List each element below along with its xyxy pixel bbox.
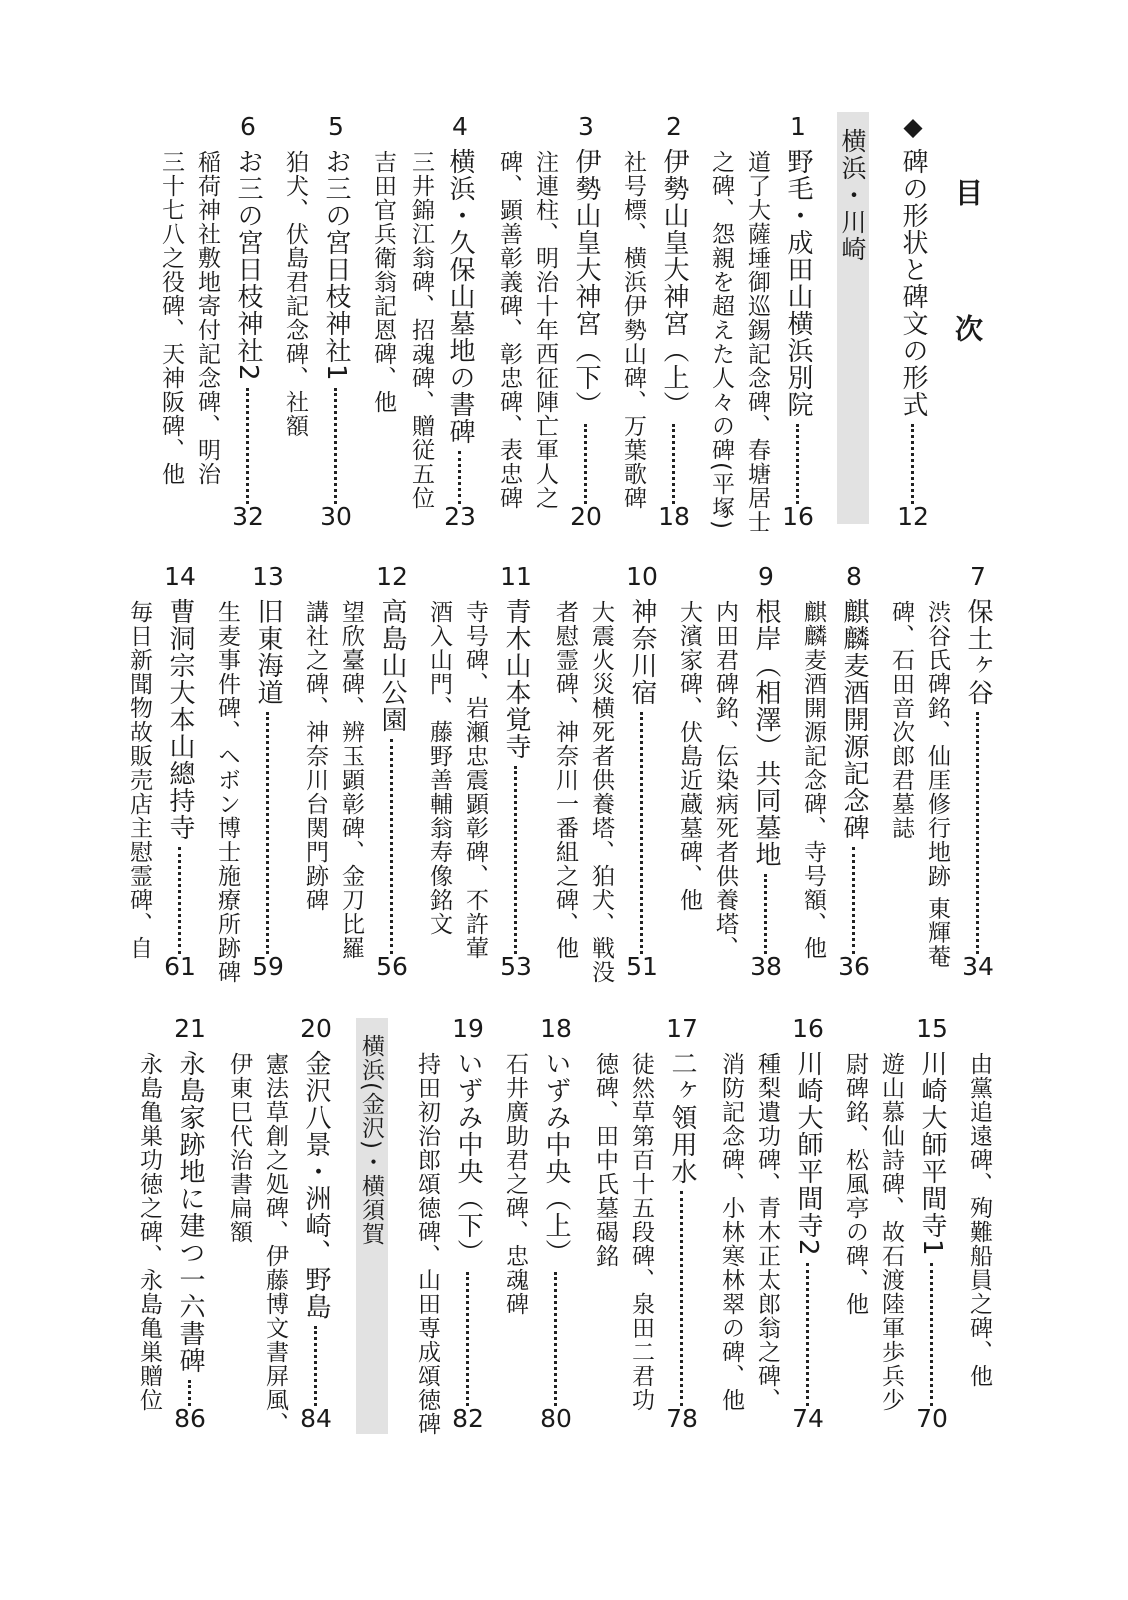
entry-20-detail-2: 伊東巳代治書扁額 <box>226 1052 252 1244</box>
entry-6-detail-2: 三十七八之役碑、天神阪碑、他 <box>158 150 184 486</box>
leader-dots <box>764 874 767 954</box>
entry-17-detail-2: 徳碑、田中氏墓碣銘 <box>592 1052 618 1268</box>
entry-title: お三の宮日枝神社2 <box>233 148 263 382</box>
entry-title: 曹洞宗大本山總持寺 <box>165 598 195 841</box>
toc-entry-1[interactable] <box>778 112 818 532</box>
leader-dots <box>672 424 675 504</box>
toc-intro-title: 碑の形状と碑文の形式 <box>898 148 928 418</box>
leader-dots <box>976 712 979 954</box>
entry-title: 川崎大師平間寺1 <box>917 1050 947 1257</box>
entry-number: 11 <box>500 562 532 591</box>
leader-dots <box>911 424 914 504</box>
entry-title: 二ヶ領用水 <box>667 1050 697 1185</box>
entry-6-detail-1: 稲荷神社敷地寄付記念碑、明治 <box>194 150 220 486</box>
diamond-icon: ◆ <box>903 112 923 141</box>
entry-number: 3 <box>578 112 594 141</box>
leader-dots <box>314 1326 317 1406</box>
entry-9-detail-1: 内田君碑銘、伝染病死者供養塔、 <box>712 600 738 960</box>
entry-number: 15 <box>916 1014 948 1043</box>
entry-page: 84 <box>300 1404 332 1433</box>
entry-16-detail-2: 消防記念碑、小林寒林翠の碑、他 <box>718 1052 744 1412</box>
entry-page: 78 <box>666 1404 698 1433</box>
section-band-yokohama-kawasaki: 横浜・川崎 <box>837 112 869 524</box>
entry-title: 保土ヶ谷 <box>963 598 993 706</box>
toc-entry-4[interactable] <box>440 112 480 532</box>
entry-page: 34 <box>962 952 994 981</box>
toc-entry-14[interactable] <box>160 562 200 982</box>
entry-15-detail-1: 遊山慕仙詩碑、故石渡陸軍歩兵少 <box>878 1052 904 1412</box>
entry-title: 麒麟麦酒開源記念碑 <box>839 598 869 841</box>
entry-title: 青木山本覚寺 <box>501 598 531 760</box>
toc-intro-entry[interactable] <box>893 112 933 532</box>
entry-number: 4 <box>452 112 468 141</box>
entry-title: 高島山公園 <box>377 598 407 733</box>
toc-entry-12[interactable] <box>372 562 412 982</box>
entry-10-detail-1: 大震火災横死者供養塔、狛犬、戦没 <box>588 600 614 984</box>
leader-dots <box>514 766 517 954</box>
entry-title: 永島家跡地に建つ一六書碑 <box>175 1050 205 1374</box>
leader-dots <box>554 1272 557 1406</box>
entry-title: 金沢八景・洲崎、野島 <box>301 1050 331 1320</box>
toc-entry-11[interactable] <box>496 562 536 982</box>
leader-dots <box>852 847 855 954</box>
entry-page: 74 <box>792 1404 824 1433</box>
toc-intro-page: 12 <box>897 502 929 531</box>
entry-1-detail-2: 之碑、怨親を超えた人々の碑(平塚) <box>708 150 734 530</box>
entry-number: 2 <box>666 112 682 141</box>
entry-title: 神奈川宿 <box>627 598 657 706</box>
entry-20-detail-1: 憲法草創之処碑、伊藤博文書屏風、 <box>262 1052 288 1436</box>
entry-page: 32 <box>232 502 264 531</box>
toc-entry-9[interactable] <box>746 562 786 982</box>
entry-title: お三の宮日枝神社1 <box>321 148 351 382</box>
entry-page: 30 <box>320 502 352 531</box>
entry-number: 16 <box>792 1014 824 1043</box>
toc-entry-21[interactable] <box>170 1014 210 1434</box>
toc-entry-19[interactable] <box>448 1014 488 1434</box>
entry-title: 伊勢山皇大神宮（下） <box>571 148 601 418</box>
entry-number: 5 <box>328 112 344 141</box>
entry-title: 川崎大師平間寺2 <box>793 1050 823 1257</box>
entry-number: 21 <box>174 1014 206 1043</box>
entry-7-detail-2: 碑、石田音次郎君墓誌 <box>888 600 914 840</box>
toc-entry-5[interactable] <box>316 112 356 532</box>
leader-dots <box>246 388 249 504</box>
leader-dots <box>188 1380 191 1406</box>
entry-15-detail-2: 尉碑銘、松風亭の碑、他 <box>842 1052 868 1316</box>
leader-dots <box>466 1272 469 1406</box>
toc-entry-20[interactable] <box>296 1014 336 1434</box>
entry-11-detail-2: 酒入山門、藤野善輔翁寿像銘文 <box>426 600 452 936</box>
toc-entry-15[interactable] <box>912 1014 952 1434</box>
entry-5-detail-1: 狛犬、伏島君記念碑、社額 <box>282 150 308 438</box>
entry-title: 伊勢山皇大神宮（上） <box>659 148 689 418</box>
leader-dots <box>796 424 799 504</box>
entry-title: 根岸（相澤）共同墓地 <box>751 598 781 868</box>
leader-dots <box>390 739 393 954</box>
entry-10-detail-2: 者慰霊碑、神奈川一番組之碑、他 <box>552 600 578 960</box>
leader-dots <box>178 847 181 954</box>
toc-entry-7[interactable] <box>958 562 998 982</box>
toc-entry-2[interactable] <box>654 112 694 532</box>
entry-7-detail-1: 渋谷氏碑銘、仙厓修行地跡 東輝菴 <box>924 600 950 969</box>
entry-number: 10 <box>626 562 658 591</box>
toc-entry-18[interactable] <box>536 1014 576 1434</box>
entry-4-detail-1: 三井錦江翁碑、招魂碑、贈従五位 <box>408 150 434 510</box>
leader-dots <box>584 424 587 504</box>
entry-13-detail-1: 生麦事件碑、ヘボン博士施療所跡碑 <box>214 600 240 984</box>
entry-number: 1 <box>790 112 806 141</box>
entry-2-detail-1: 社号標、横浜伊勢山碑、万葉歌碑 <box>620 150 646 510</box>
entry-number: 7 <box>970 562 986 591</box>
toc-entry-10[interactable] <box>622 562 662 982</box>
toc-entry-16[interactable] <box>788 1014 828 1434</box>
entry-16-detail-1: 種梨遺功碑、青木正太郎翁之碑、 <box>754 1052 780 1412</box>
entry-page: 59 <box>252 952 284 981</box>
entry-title: 旧東海道 <box>253 598 283 706</box>
entry-page: 70 <box>916 1404 948 1433</box>
entry-number: 19 <box>452 1014 484 1043</box>
entry-17-detail-1: 徒然草第百十五段碑、泉田二君功 <box>628 1052 654 1412</box>
entry-title: 横浜・久保山墓地の書碑 <box>445 148 475 445</box>
entry-number: 17 <box>666 1014 698 1043</box>
entry-title: 野毛・成田山横浜別院 <box>783 148 813 418</box>
entry-title: いずみ中央（上） <box>541 1050 571 1266</box>
entry-number: 8 <box>846 562 862 591</box>
entry-11-detail-1: 寺号碑、岩瀬忠震顕彰碑、不許葷 <box>462 600 488 960</box>
entry-number: 9 <box>758 562 774 591</box>
entry-19-detail-1: 持田初治郎頌徳碑、山田専成頌徳碑 <box>414 1052 440 1436</box>
entry-3-detail-1: 注連柱、明治十年西征陣亡軍人之 <box>532 150 558 510</box>
entry-page: 16 <box>782 502 814 531</box>
entry-page: 80 <box>540 1404 572 1433</box>
entry-page: 56 <box>376 952 408 981</box>
entry-number: 13 <box>252 562 284 591</box>
entry-number: 20 <box>300 1014 332 1043</box>
entry-number: 12 <box>376 562 408 591</box>
toc-entry-13[interactable] <box>248 562 288 982</box>
toc-entry-8[interactable] <box>834 562 874 982</box>
entry-page: 18 <box>658 502 690 531</box>
entry-page: 86 <box>174 1404 206 1433</box>
leader-dots <box>640 712 643 954</box>
leader-dots <box>680 1191 683 1406</box>
entry-page: 51 <box>626 952 658 981</box>
section-band-yokohama-kanazawa: 横浜(金沢)・横須賀 <box>356 1018 388 1434</box>
entry-4-detail-2: 吉田官兵衛翁記恩碑、他 <box>370 150 396 414</box>
entry-number: 6 <box>240 112 256 141</box>
page-title: 目 次 <box>951 178 984 382</box>
leader-dots <box>930 1263 933 1406</box>
entry-page: 53 <box>500 952 532 981</box>
entry-14-continuation: 由黨追遠碑、殉難船員之碑、他 <box>966 1052 992 1388</box>
entry-number: 18 <box>540 1014 572 1043</box>
leader-dots <box>458 451 461 504</box>
entry-page: 20 <box>570 502 602 531</box>
entry-page: 82 <box>452 1404 484 1433</box>
leader-dots <box>266 712 269 954</box>
entry-18-detail-1: 石井廣助君之碑、忠魂碑 <box>502 1052 528 1316</box>
entry-12-detail-1: 望欣臺碑、辨玉顕彰碑、金刀比羅 <box>338 600 364 960</box>
entry-3-detail-2: 碑、顕善彰義碑、彰忠碑、表忠碑 <box>496 150 522 510</box>
leader-dots <box>806 1263 809 1406</box>
entry-21-detail-1: 永島亀巣功徳之碑、永島亀巣贈位 <box>136 1052 162 1412</box>
entry-8-detail-1: 麒麟麦酒開源記念碑、寺号額、他 <box>800 600 826 960</box>
entry-page: 23 <box>444 502 476 531</box>
entry-1-detail-1: 道了大薩埵御巡錫記念碑、春塘居士 <box>744 150 770 534</box>
toc-entry-3[interactable] <box>566 112 606 532</box>
entry-page: 36 <box>838 952 870 981</box>
entry-page: 61 <box>164 952 196 981</box>
leader-dots <box>334 388 337 504</box>
entry-14-detail-1: 毎日新聞物故販売店主慰霊碑、自 <box>126 600 152 960</box>
entry-number: 14 <box>164 562 196 591</box>
entry-12-detail-2: 講社之碑、神奈川台関門跡碑 <box>302 600 328 912</box>
toc-entry-17[interactable] <box>662 1014 702 1434</box>
entry-9-detail-2: 大濱家碑、伏島近蔵墓碑、他 <box>676 600 702 912</box>
entry-title: いずみ中央（下） <box>453 1050 483 1266</box>
entry-page: 38 <box>750 952 782 981</box>
toc-entry-6[interactable] <box>228 112 268 532</box>
